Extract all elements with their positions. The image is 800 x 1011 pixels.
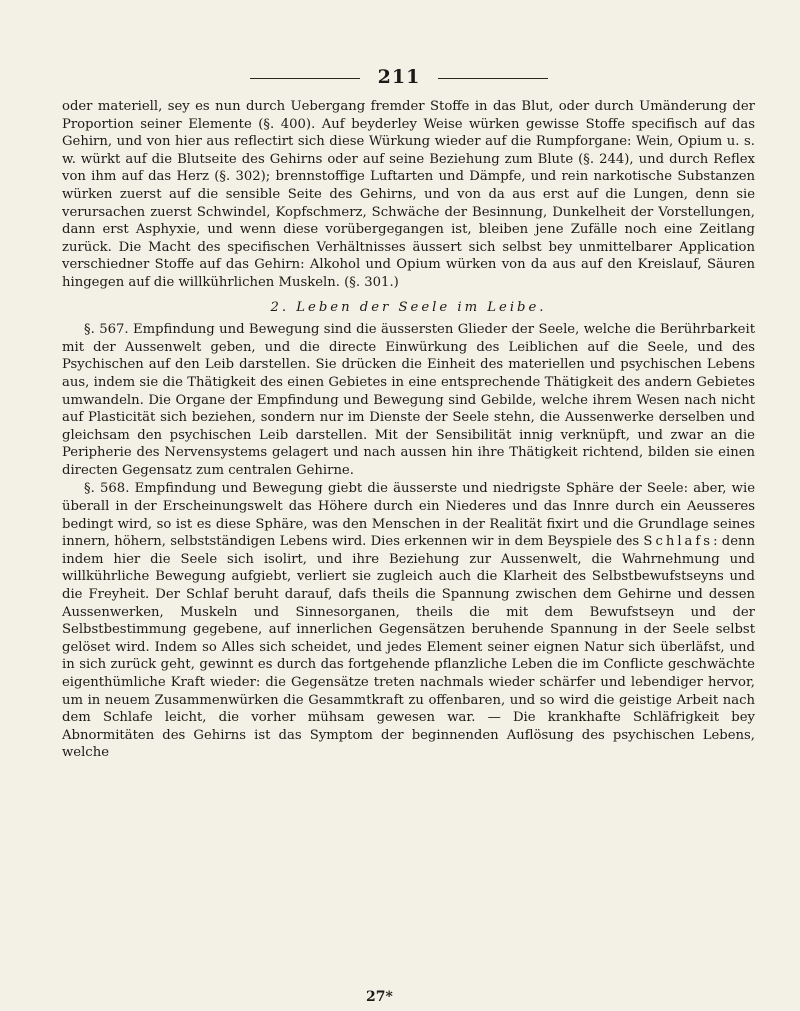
section-heading: 2. Leben der Seele im Leibe. [270, 299, 547, 315]
body-text [62, 98, 755, 762]
printer-signature: 27* [366, 989, 393, 1005]
emphasized-term-schlaf: Schlafs [643, 534, 714, 550]
paragraph-567: §. 567. Empfindung und Bewegung sind die äussersten Glieder der Seele, welche die Berührbarkeit mit der Aussenwelt geben, und die directe Einwürkung des Leiblichen auf die Seele, und des Psychischen auf den Leib darstellen. Sie drücken die Einheit des materiellen und psychischen Lebens aus, indem sie die Thätigkeit des einen Gebietes in eine entsprechende Thätigkeit des andern Gebietes umwandeln. Die Organe der Empfindung und Bewegung sind Gebilde, welche ihrem Wesen nach nicht auf Plasticität sich beziehen, sondern nur im Dienste der Seele stehn, die Aussenwerke derselben und gleichsam den psychischen Leib darstellen. Mit der Sensibilität innig verknüpft, und zwar an die Peripherie des Nervensystems gelagert und nach aussen hin ihre Thätigkeit richtend, bilden sie einen directen Gegensatz zum centralen Gehirne. [62, 322, 755, 478]
header-rule-left [250, 78, 360, 79]
page-number: 211 [377, 66, 421, 88]
page-header [0, 66, 800, 90]
header-rule-right [438, 78, 548, 79]
paragraph-568-part-2: : denn indem hier die Seele sich isolirt, und ihre Beziehung zur Aussenwelt, die Wahrnehmung und willkührliche Bewegung aufgiebt, verliert sie zugleich auch die Klarheit des Selbstbewufstseyns und die Freyheit. Der Schlaf beruht darauf, dafs theils die Spannung zwischen dem Gehirne und dessen Aussenwerken, Muskeln und Sinnesorganen, theils die mit dem Bewufstseyn und der Selbstbestimmung gegebene, auf innerlichen Gegensätzen beruhende Spannung in der Seele selbst gelöset wird. Indem so Alles sich scheidet, und jedes Element seiner eignen Natur sich überläfst, und in sich zurück geht, gewinnt es durch das fortgehende pflanzliche Leben die im Conflicte geschwächte eigenthümliche Kraft wieder: die Gegensätze treten nachmals wieder schärfer und lebendiger hervor, um in neuem Zusammenwürken die Gesammtkraft zu offenbaren, und so wird die geistige Arbeit nach dem Schlafe leicht, die vorher mühsam gewesen war. — Die krankhafte Schläfrigkeit bey Abnormitäten des Gehirns ist das Symptom der beginnenden Auflösung des psychischen Lebens, welche [62, 534, 756, 761]
paragraph-568 [62, 480, 755, 762]
paragraph-568-part-1: §. 568. Empfindung und Bewegung giebt die äusserste und niedrigste Sphäre der Seele: aber, wie überall in der Erscheinungswelt das Höhere durch ein Niederes und das Innre durch ein Aeusseres bedingt wird, so ist es diese Sphäre, was den Menschen in der Realität fixirt und die Grundlage seines innern, höhern, selbstständigen Lebens wird. Dies erkennen wir in dem Beyspiele des [62, 481, 755, 550]
paragraph-continuation: oder materiell, sey es nun durch Uebergang fremder Stoffe in das Blut, oder durch Umänderung der Proportion seiner Elemente (§. 400). Auf beyderley Weise würken gewisse Stoffe specifisch auf das Gehirn, und von hier aus reflectirt sich diese Würkung wieder auf die Rumpforgane: Wein, Opium u. s. w. würkt auf die Blutseite des Gehirns oder auf seine Beziehung zum Blute (§. 244), und durch Reflex von ihm auf das Herz (§. 302); brennstoffige Luftarten und Dämpfe, und rein narkotische Substanzen würken zuerst auf die sensible Seite des Gehirns, und von da aus erst auf die Lungen, denn sie verursachen zuerst Schwindel, Kopfschmerz, Schwäche der Besinnung, Dunkelheit der Vorstellungen, dann erst Asphyxie, und wenn diese vorübergegangen ist, bleiben jene Zufälle noch eine Zeitlang zurück. Die Macht des specifischen Verhältnisses äussert sich selbst bey unmittelbarer Application verschiedner Stoffe auf das Gehirn: Alkohol und Opium würken von da aus auf den Kreislauf, Säuren hingegen auf die willkührlichen Muskeln. (§. 301.) [62, 99, 755, 290]
